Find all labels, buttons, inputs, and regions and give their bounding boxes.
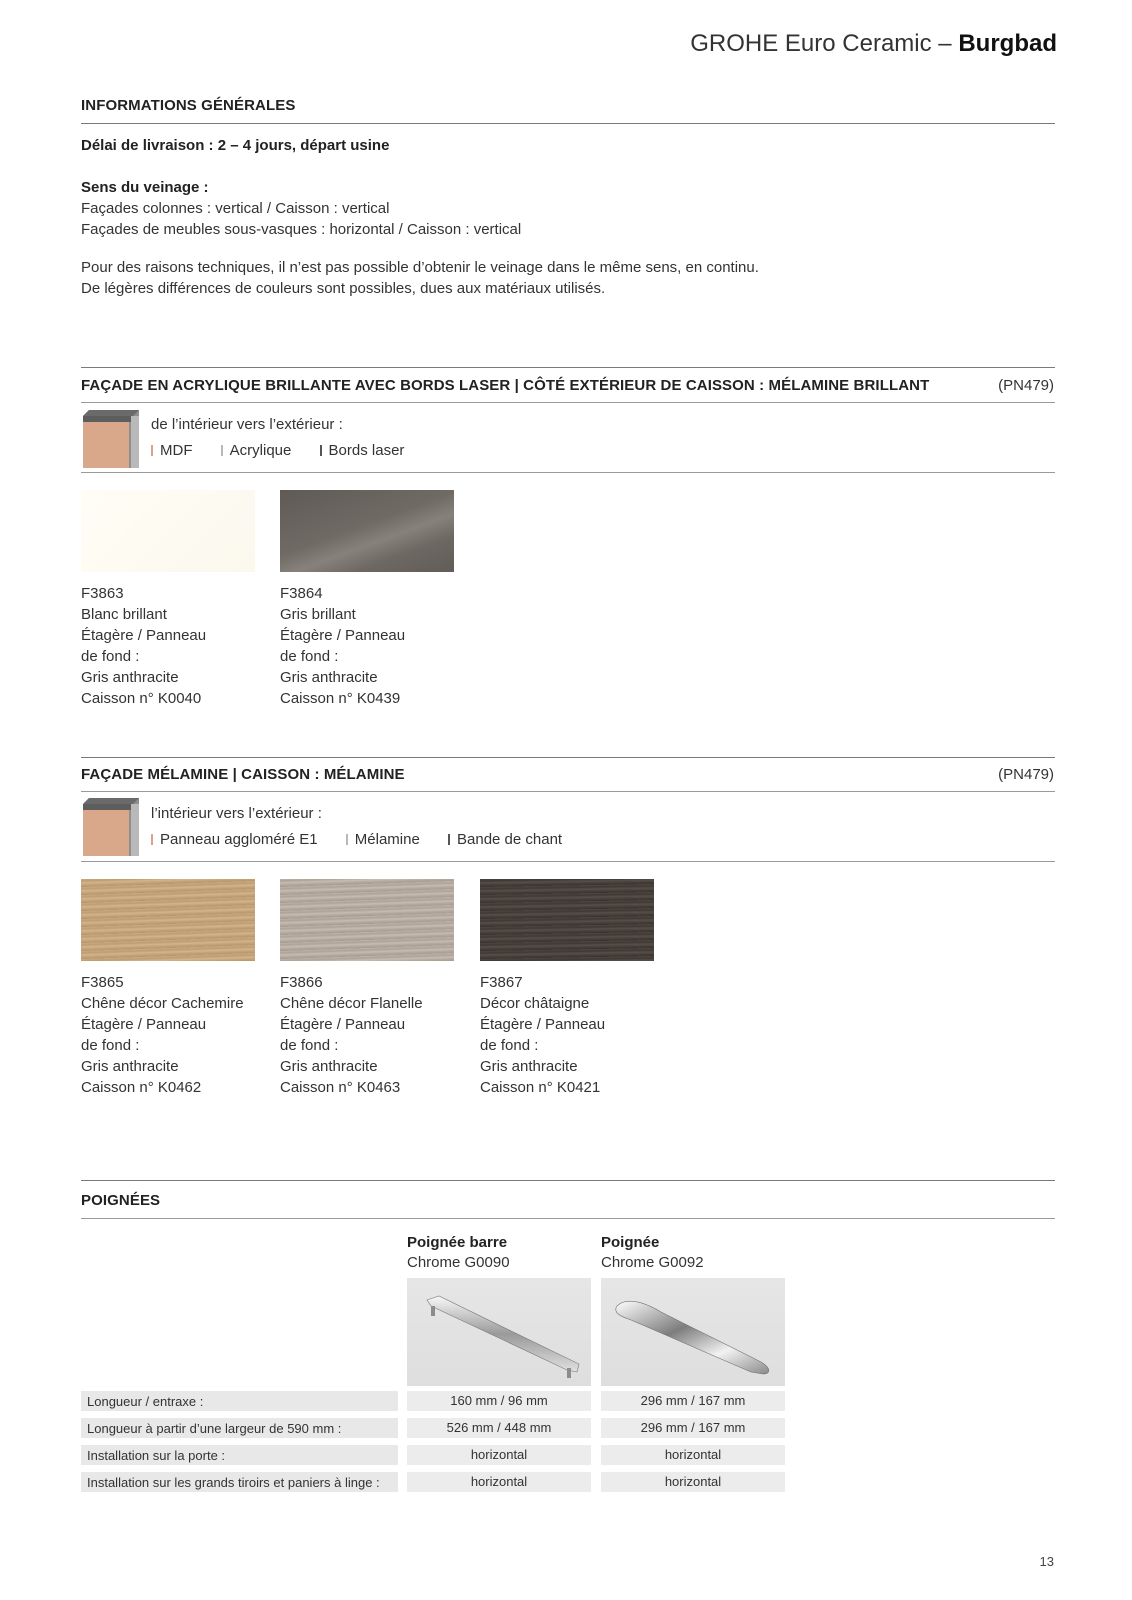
swatch-description: F3867 Décor châtaigne Étagère / Panneau de fond : Gris anthracite Caisson n° K0421: [480, 974, 606, 1096]
handle-heading: Poignée Chrome G0092: [601, 1234, 704, 1271]
spec-label-length-spacing: Longueur / entraxe :: [81, 1391, 398, 1411]
divider: [81, 1218, 1055, 1219]
grain-vanity: Façades de meubles sous-vasques : horizontal / Caisson : vertical: [81, 221, 522, 238]
spec-value: horizontal: [407, 1445, 591, 1465]
legend-item-particleboard: Panneau aggloméré E1: [151, 831, 318, 848]
legend-item-acrylic: Acrylique: [221, 442, 292, 459]
handles-title: POIGNÉES: [81, 1192, 161, 1209]
swatch-description: F3863 Blanc brillant Étagère / Panneau de fond : Gris anthracite Caisson n° K0040: [81, 585, 207, 707]
legend-item-mdf: MDF: [151, 442, 193, 459]
spec-value: 160 mm / 96 mm: [407, 1391, 591, 1411]
section-acrylic-title: FAÇADE EN ACRYLIQUE BRILLANTE AVEC BORDS LASER | CÔTÉ EXTÉRIEUR DE CAISSON : MÉLAMINE BRILLANT: [81, 377, 930, 394]
swatch-f3864: [280, 490, 454, 572]
grain-columns: Façades colonnes : vertical / Caisson : vertical: [81, 200, 390, 217]
spec-label-door-install: Installation sur la porte :: [81, 1445, 398, 1465]
legend-item-edge-band: Bande de chant: [448, 831, 562, 848]
section-melamine-code: (PN479): [998, 766, 1054, 783]
handle-image: [601, 1278, 785, 1386]
spec-label-drawer-install: Installation sur les grands tiroirs et paniers à linge :: [81, 1472, 398, 1492]
page-header-title: GROHE Euro Ceramic – Burgbad: [690, 30, 1057, 57]
legend-item-laser-edges: Bords laser: [320, 442, 405, 459]
spec-value: 526 mm / 448 mm: [407, 1418, 591, 1438]
spec-value: horizontal: [601, 1472, 785, 1492]
divider: [81, 402, 1055, 403]
swatch-f3863: [81, 490, 255, 572]
layer-structure-icon: [81, 796, 141, 856]
divider: [81, 472, 1055, 473]
layer-color-mark: [346, 834, 348, 845]
color-note: De légères différences de couleurs sont possibles, dues aux matériaux utilisés.: [81, 280, 606, 297]
spec-value: horizontal: [601, 1445, 785, 1465]
layer-color-mark: [151, 834, 153, 845]
divider: [81, 367, 1055, 368]
layers-legend: [151, 442, 428, 459]
layers-legend-title: l’intérieur vers l’extérieur :: [151, 805, 322, 822]
handle-bar-heading: Poignée barre Chrome G0090: [407, 1234, 510, 1271]
divider: [81, 791, 1055, 792]
legend-item-melamine: Mélamine: [346, 831, 420, 848]
layer-color-mark: [320, 445, 322, 456]
swatch-f3865: [81, 879, 255, 961]
spec-value: 296 mm / 167 mm: [601, 1418, 785, 1438]
spec-value: horizontal: [407, 1472, 591, 1492]
layers-legend: [151, 831, 586, 848]
spec-value: 296 mm / 167 mm: [601, 1391, 785, 1411]
layer-color-mark: [448, 834, 450, 845]
section-melamine-title: FAÇADE MÉLAMINE | CAISSON : MÉLAMINE: [81, 766, 405, 783]
divider: [81, 1180, 1055, 1181]
delivery-time: Délai de livraison : 2 – 4 jours, départ usine: [81, 137, 390, 154]
swatch-f3866: [280, 879, 454, 961]
general-info-title: INFORMATIONS GÉNÉRALES: [81, 97, 296, 114]
section-acrylic-code: (PN479): [998, 377, 1054, 394]
swatch-description: F3865 Chêne décor Cachemire Étagère / Panneau de fond : Gris anthracite Caisson n° K0462: [81, 974, 244, 1096]
layers-legend-title: de l’intérieur vers l’extérieur :: [151, 416, 343, 433]
technical-note: Pour des raisons techniques, il n’est pas possible d’obtenir le veinage dans le même sens, en continu.: [81, 259, 759, 276]
spec-label-length-590: Longueur à partir d’une largeur de 590 mm :: [81, 1418, 398, 1438]
swatch-description: F3866 Chêne décor Flanelle Étagère / Panneau de fond : Gris anthracite Caisson n° K0463: [280, 974, 423, 1096]
page-number: 13: [1039, 1554, 1054, 1569]
layer-color-mark: [221, 445, 223, 456]
handle-bar-image: [407, 1278, 591, 1386]
layer-structure-icon: [81, 408, 141, 468]
swatch-description: F3864 Gris brillant Étagère / Panneau de fond : Gris anthracite Caisson n° K0439: [280, 585, 406, 707]
grain-title: Sens du veinage :: [81, 179, 209, 196]
swatch-f3867: [480, 879, 654, 961]
divider: [81, 861, 1055, 862]
divider: [81, 757, 1055, 758]
layer-color-mark: [151, 445, 153, 456]
divider: [81, 123, 1055, 124]
